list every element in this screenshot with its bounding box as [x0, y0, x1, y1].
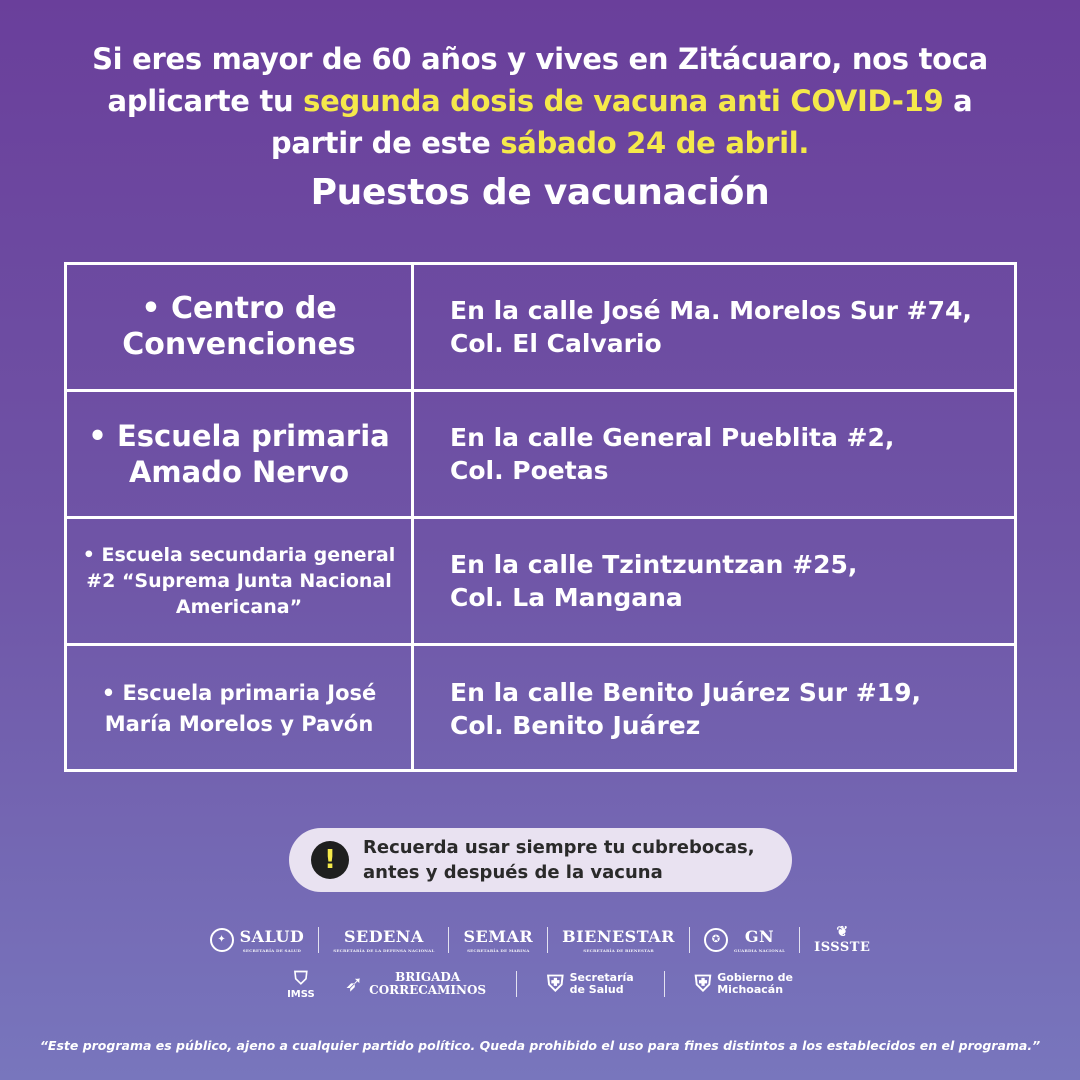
logo-main-text: SEMAR	[463, 926, 534, 946]
divider	[516, 971, 517, 997]
logo-issste	[814, 924, 870, 955]
logo-gn	[704, 927, 785, 953]
eagle-emblem-icon: ✪	[704, 928, 728, 952]
mask-reminder-banner	[289, 828, 792, 892]
logo-main-text: SALUD	[239, 926, 305, 946]
site-address-cell	[414, 265, 1014, 389]
site-name-cell	[67, 265, 414, 389]
legal-disclaimer: “Este programa es público, ajeno a cualquier partido político. Queda prohibido el uso para fines distintos a los establecidos en el programa.”	[39, 1038, 1041, 1053]
logo-small-text: SECRETARÍA DE SALUD	[242, 947, 302, 953]
logo-small-text: SECRETARÍA DE BIENESTAR	[583, 947, 654, 953]
address-line-1: En la calle Benito Juárez Sur #19,	[450, 678, 921, 707]
bullet-icon: •	[141, 291, 161, 326]
address-line-2: Col. Poetas	[450, 456, 609, 485]
imss-eagle-icon: ⛉	[294, 968, 308, 989]
address-line-2: Col. La Mangana	[450, 583, 683, 612]
site-name: Centro de Convenciones	[122, 291, 356, 362]
exclamation-icon: !	[311, 841, 349, 879]
table-row	[67, 519, 1014, 646]
logo-main-text: GN	[744, 926, 775, 946]
reminder-line-2: antes y después de la vacuna	[363, 862, 663, 883]
logo-gn-text	[734, 927, 785, 953]
address-line-2: Col. El Calvario	[450, 329, 662, 358]
divider	[799, 927, 800, 953]
site-address-cell	[414, 519, 1014, 643]
divider	[689, 927, 690, 953]
site-name: Escuela primaria José María Morelos y Pavón	[104, 681, 377, 736]
table-row	[67, 265, 1014, 392]
logo-bienestar	[562, 927, 675, 953]
brigada-line-2: CORRECAMINOS	[369, 983, 487, 997]
logo-gobierno-michoacan	[695, 972, 793, 997]
logo-semar	[463, 927, 533, 953]
site-name: Escuela primaria Amado Nervo	[116, 419, 390, 489]
site-name-cell	[67, 519, 414, 643]
salud-line-1: Secretaría	[569, 971, 634, 984]
logo-imss-text: IMSS	[287, 989, 315, 1000]
site-name-cell	[67, 646, 414, 772]
logo-secretaria-salud-michoacan	[547, 972, 634, 997]
institution-logos-row-2	[0, 968, 1080, 1000]
logo-brigada-correcaminos	[345, 971, 486, 997]
vaccination-sites-table	[64, 262, 1017, 772]
address-line-1: En la calle José Ma. Morelos Sur #74,	[450, 296, 972, 325]
seal-icon: ✦	[210, 928, 234, 952]
logo-salud-text	[240, 927, 305, 953]
bullet-icon: •	[88, 419, 107, 453]
headline-part1: Si eres mayor de 60 años y vives en	[92, 42, 678, 76]
site-address-cell	[414, 646, 1014, 772]
logo-small-text: SECRETARÍA DE LA DEFENSA NACIONAL	[333, 947, 435, 953]
address-line-1: En la calle Tzintzuntzan #25,	[450, 550, 858, 579]
reminder-text	[363, 835, 755, 885]
site-name: Escuela secundaria general #2 “Suprema Junta Nacional Americana”	[86, 544, 396, 618]
gob-line-1: Gobierno de	[717, 971, 793, 984]
bullet-icon: •	[82, 544, 95, 566]
logo-imss	[287, 968, 315, 1000]
salud-line-2: de Salud	[569, 983, 624, 996]
state-shield-icon: ⛨	[547, 971, 564, 997]
brigada-line-1: BRIGADA	[395, 970, 461, 984]
site-name-cell	[67, 392, 414, 516]
logo-sedena	[333, 927, 434, 953]
headline-highlight-date: sábado 24 de abril.	[500, 126, 810, 160]
logo-small-text: SECRETARÍA DE MARINA	[467, 947, 530, 953]
state-shield-icon: ⛨	[694, 971, 712, 997]
divider	[318, 927, 319, 953]
site-address-cell	[414, 392, 1014, 516]
headline-city: Zitácuaro	[677, 42, 832, 76]
table-row	[67, 646, 1014, 772]
address-line-2: Col. Benito Juárez	[450, 711, 701, 740]
logo-salud	[210, 927, 305, 953]
divider	[547, 927, 548, 953]
divider	[448, 927, 449, 953]
logo-small-text: GUARDIA NACIONAL	[733, 947, 786, 953]
roadrunner-icon: ➶	[344, 971, 364, 997]
headline-highlight-dose: segunda dosis de vacuna anti COVID-19	[303, 84, 944, 118]
bullet-icon: •	[101, 681, 116, 705]
gob-line-2: Michoacán	[717, 983, 784, 996]
headline-part3: a partir de este	[270, 84, 973, 160]
institution-logos-row-1	[0, 924, 1080, 955]
divider	[664, 971, 665, 997]
reminder-line-1: Recuerda usar siempre tu cubrebocas,	[363, 837, 755, 858]
logo-main-text: SEDENA	[343, 926, 424, 946]
logo-main-text: ISSSTE	[814, 940, 871, 955]
logo-main-text: BIENESTAR	[562, 926, 675, 946]
table-row	[67, 392, 1014, 519]
headline	[60, 38, 1020, 164]
headline-part2: , nos toca aplicarte tu	[107, 42, 988, 118]
page-subtitle: Puestos de vacunación	[310, 172, 770, 213]
issste-emblem-icon: ❦	[836, 924, 849, 940]
address-line-1: En la calle General Pueblita #2,	[450, 423, 895, 452]
